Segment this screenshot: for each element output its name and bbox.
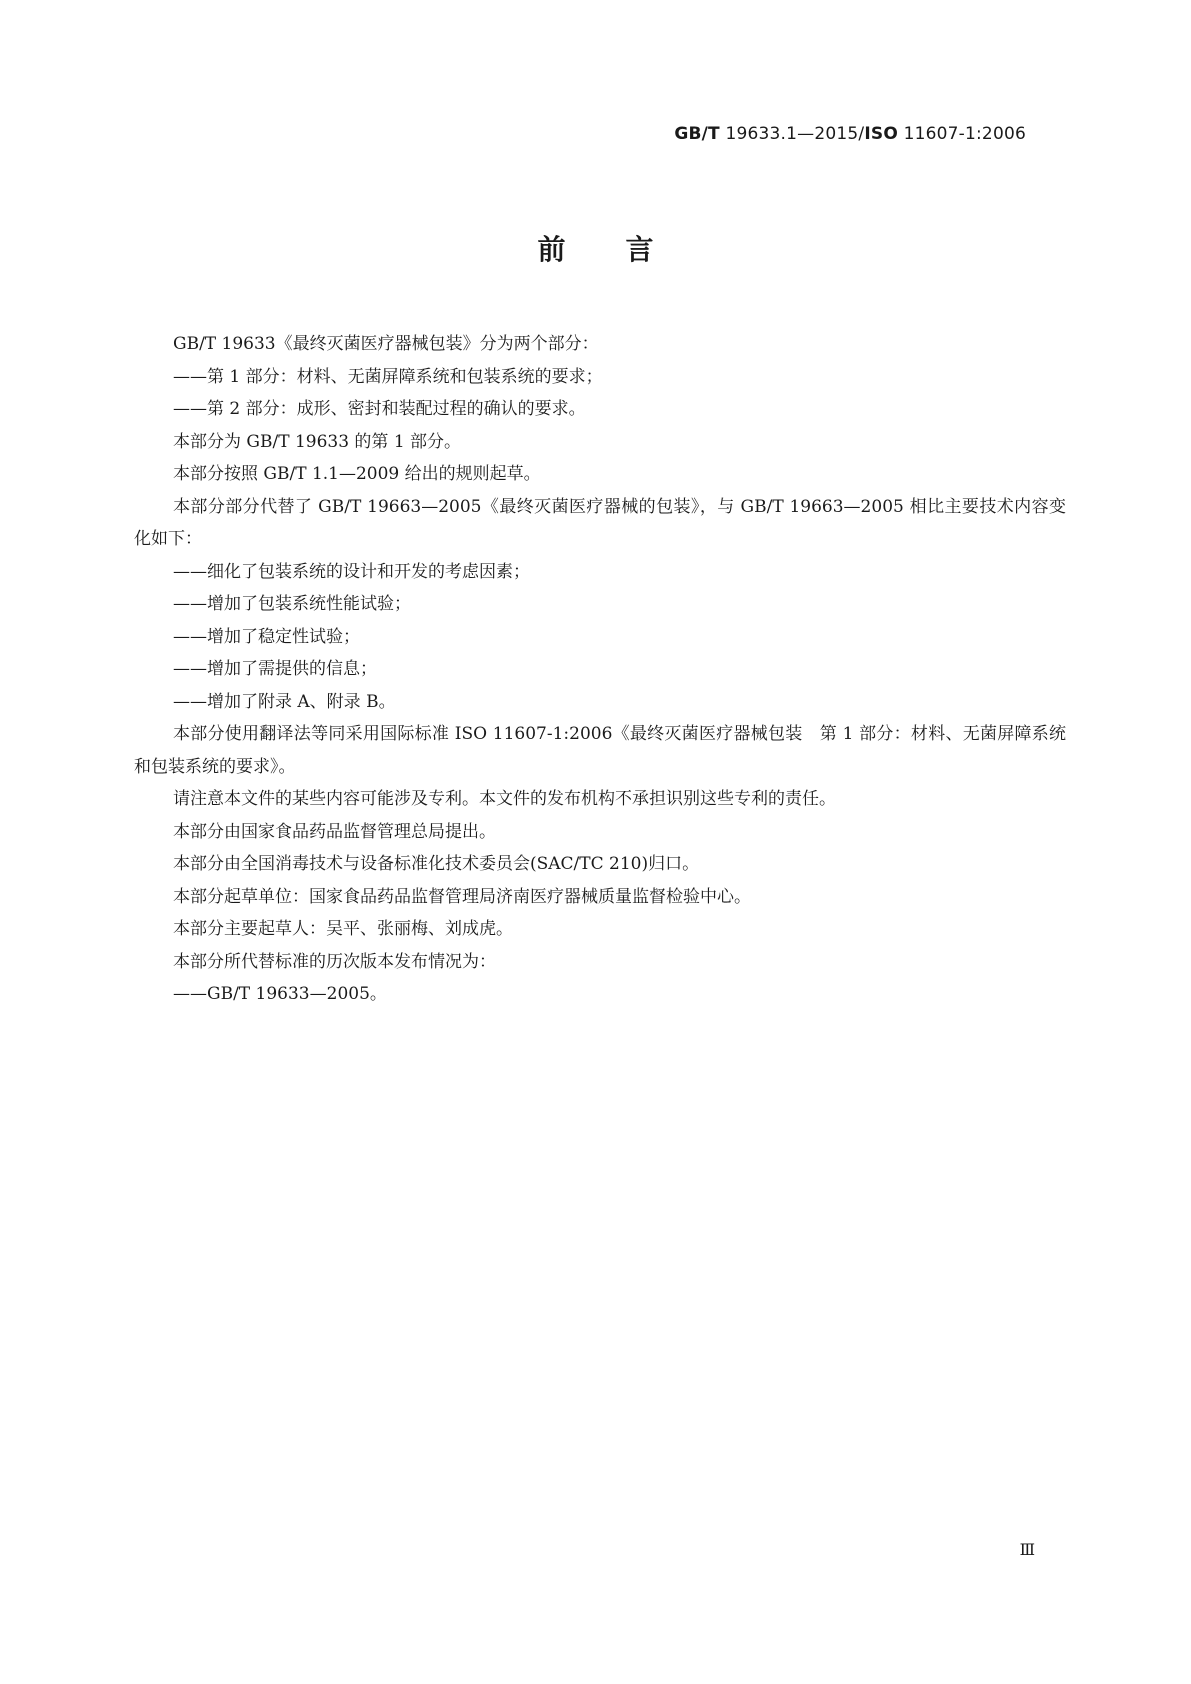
- list-item: ——细化了包装系统的设计和开发的考虑因素；: [173, 561, 530, 582]
- standard-number-iso: 11607-1:2006: [897, 124, 1026, 144]
- list-item: ——增加了附录 A、附录 B。: [173, 691, 396, 712]
- paragraph: 本部分主要起草人：吴平、张丽梅、刘成虎。: [173, 919, 513, 939]
- paragraph: 本部分所代替标准的历次版本发布情况为：: [173, 951, 496, 972]
- list-item: ——增加了包装系统性能试验；: [173, 594, 411, 614]
- paragraph: 本部分按照 GB/T 1.1—2009 给出的规则起草。: [173, 464, 541, 484]
- paragraph: 本部分使用翻译法等同采用国际标准 ISO 11607-1:2006《最终灭菌医疗器械包装 第 1 部分：材料、无菌屏障系统和包装系统的要求》。: [134, 724, 1066, 777]
- paragraph: 本部分由全国消毒技术与设备标准化技术委员会(SAC/TC 210)归口。: [173, 854, 700, 874]
- list-item: ——GB/T 19633—2005。: [173, 984, 387, 1004]
- foreword-body: [134, 328, 1066, 1011]
- list-item: ——增加了需提供的信息；: [173, 659, 377, 679]
- list-item: ——第 1 部分：材料、无菌屏障系统和包装系统的要求；: [173, 366, 603, 387]
- list-item: ——增加了稳定性试验；: [173, 626, 360, 647]
- standard-code-gbt: GB/T: [674, 124, 720, 144]
- paragraph: 请注意本文件的某些内容可能涉及专利。本文件的发布机构不承担识别这些专利的责任。: [173, 789, 836, 809]
- paragraph: GB/T 19633《最终灭菌医疗器械包装》分为两个部分：: [173, 334, 599, 354]
- standard-number-header: [674, 124, 1026, 144]
- standard-code-iso: ISO: [864, 124, 898, 144]
- page-number: Ⅲ: [1019, 1540, 1035, 1559]
- list-item: ——第 2 部分：成形、密封和装配过程的确认的要求。: [173, 399, 586, 419]
- page-title: 前言: [537, 233, 714, 266]
- paragraph: 本部分为 GB/T 19633 的第 1 部分。: [173, 431, 462, 452]
- paragraph: 本部分由国家食品药品监督管理总局提出。: [173, 821, 496, 842]
- standard-number-gbt: 19633.1—2015/: [719, 124, 865, 144]
- paragraph: 本部分部分代替了 GB/T 19663—2005《最终灭菌医疗器械的包装》，与 GB/T 19663—2005 相比主要技术内容变化如下：: [134, 496, 1066, 549]
- paragraph: 本部分起草单位：国家食品药品监督管理局济南医疗器械质量监督检验中心。: [173, 886, 751, 907]
